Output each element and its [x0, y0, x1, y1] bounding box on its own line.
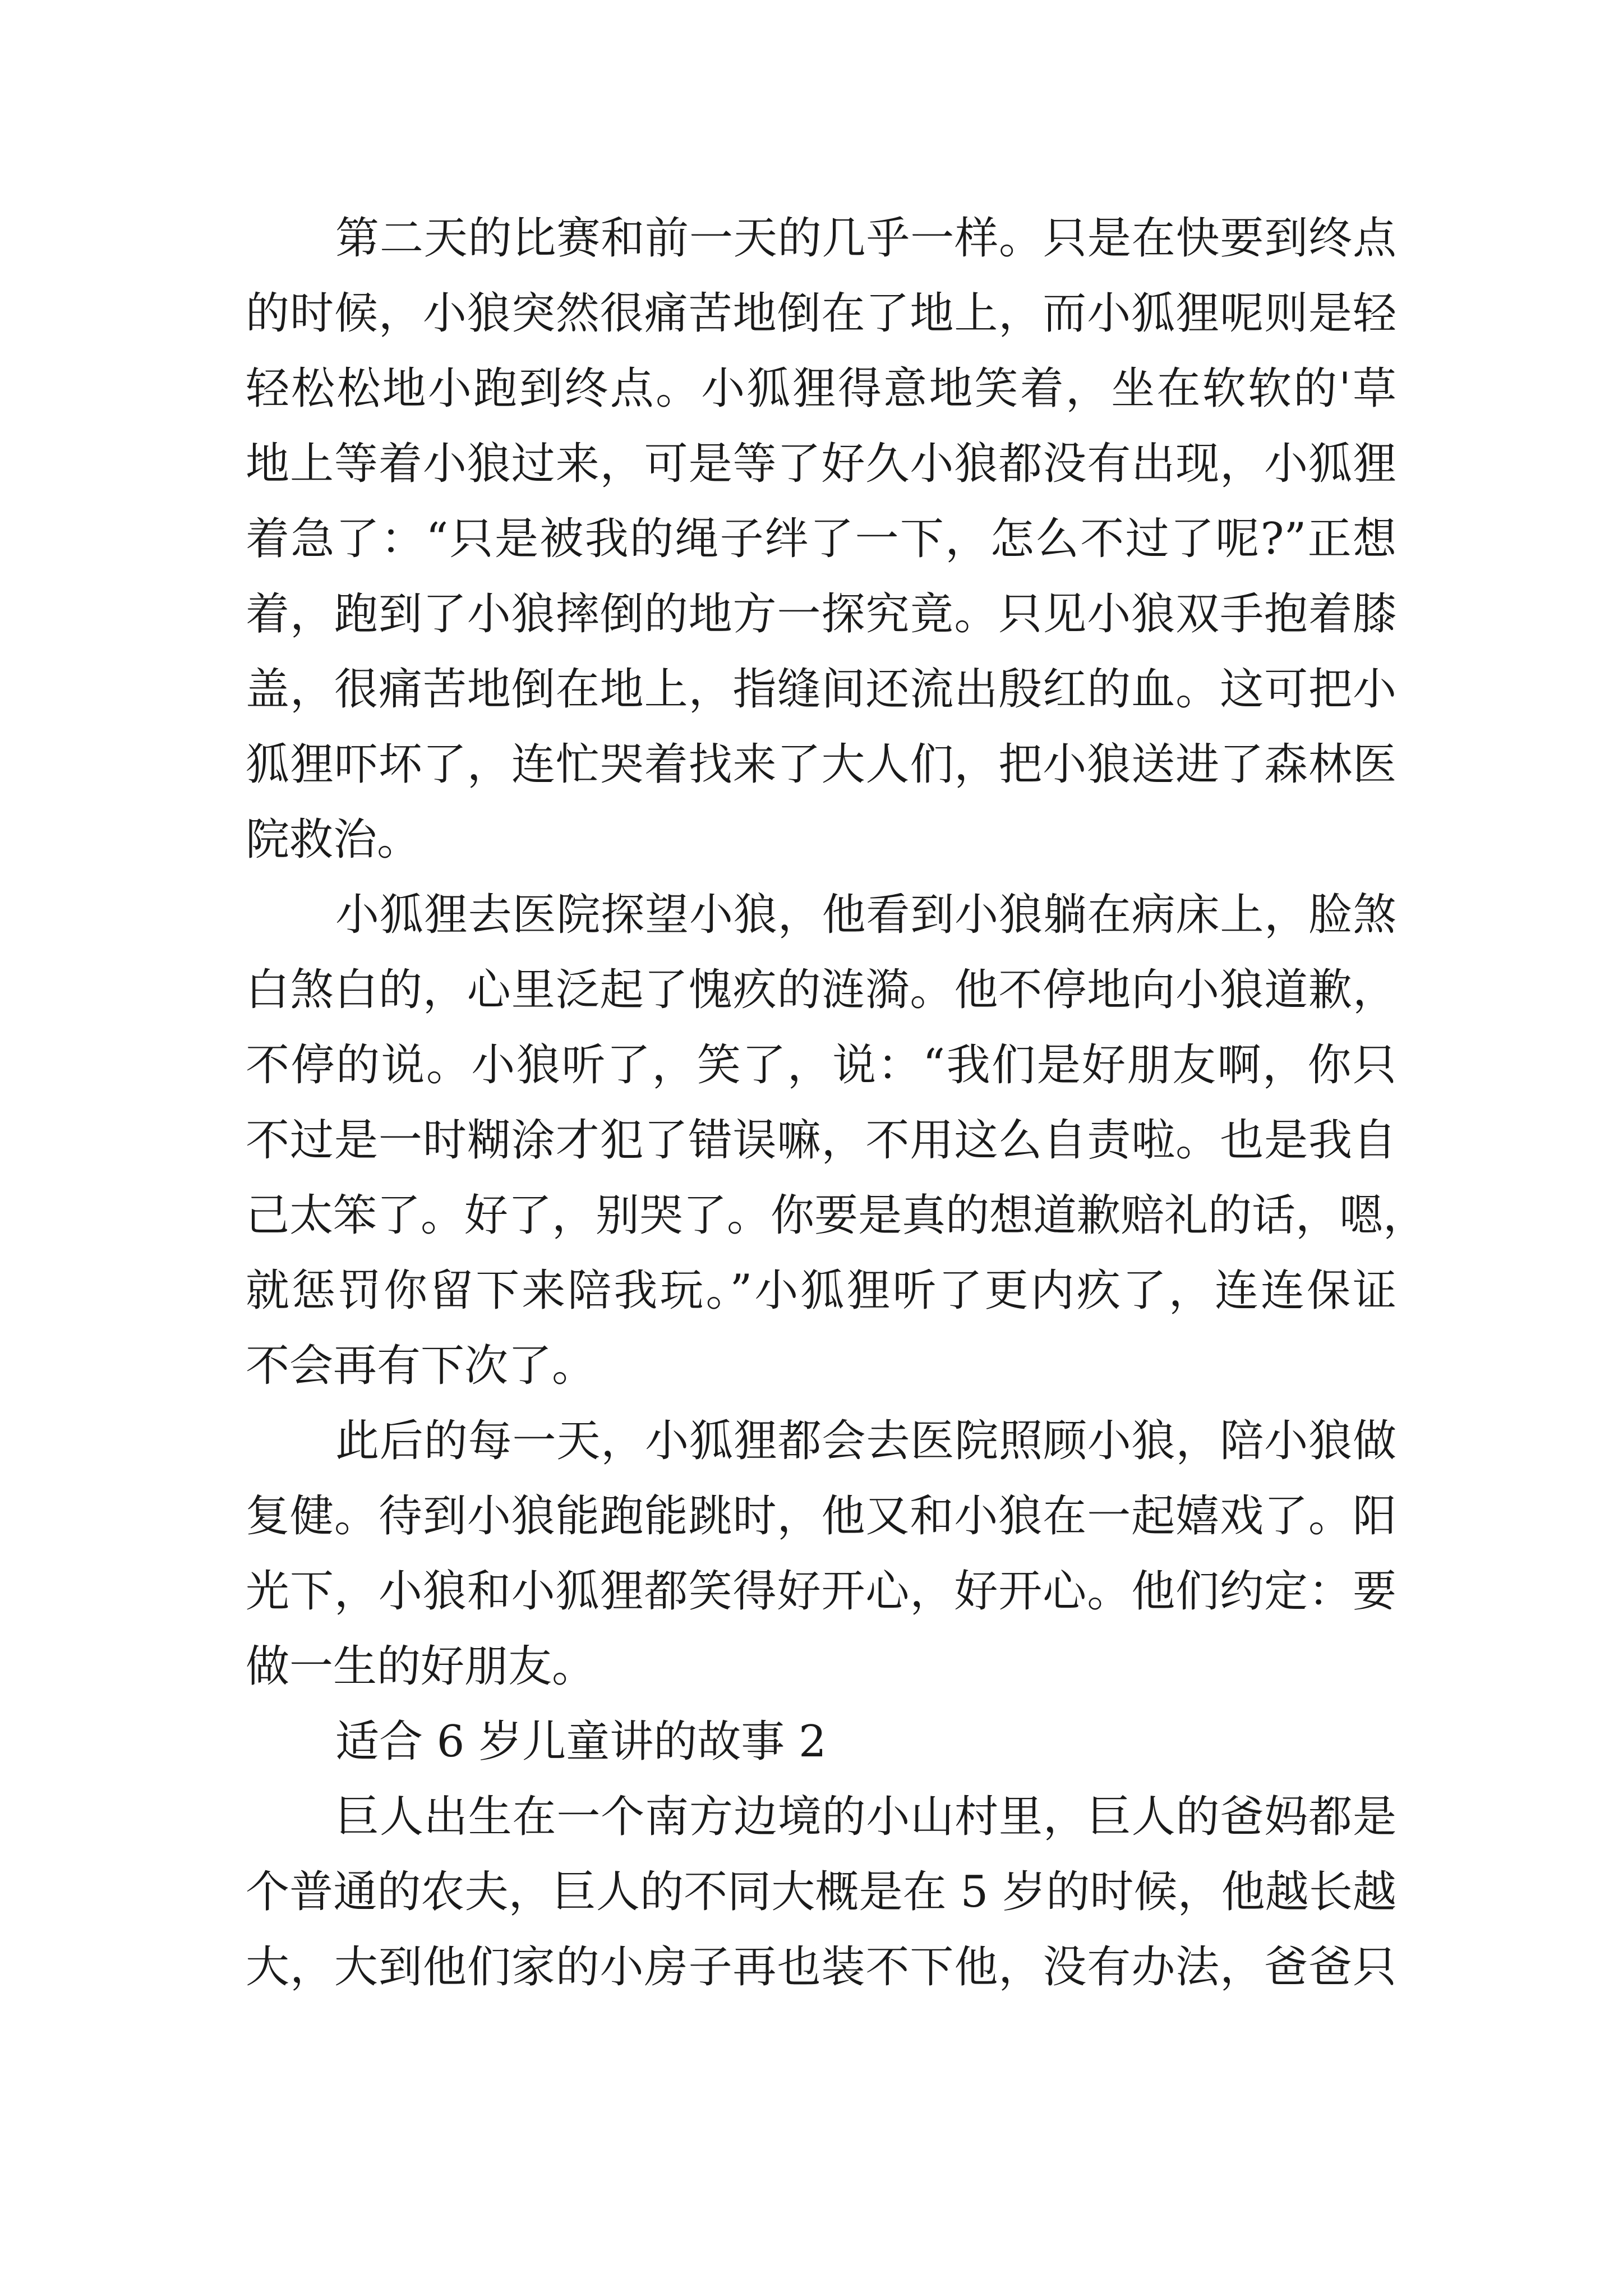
text-line: 着，跑到了小狼摔倒的地方一探究竟。只见小狼双手抱着膝: [246, 589, 1396, 639]
text-line: 不会再有下次了。: [246, 1341, 596, 1391]
text-line: 轻松松地小跑到终点。小狐狸得意地笑着，坐在软软的'草: [246, 364, 1396, 414]
text-line: 光下，小狼和小狐狸都笑得好开心，好开心。他们约定：要: [246, 1566, 1396, 1617]
text-line: 不停的说。小狼听了，笑了，说：“我们是好朋友啊，你只: [246, 1040, 1396, 1091]
text-line: 己太笨了。好了，别哭了。你要是真的想道歉赔礼的话，嗯，: [246, 1190, 1427, 1241]
text-line: 地上等着小狼过来，可是等了好久小狼都没有出现，小狐狸: [246, 439, 1396, 489]
text-line: 就惩罚你留下来陪我玩。”小狐狸听了更内疚了，连连保证: [246, 1266, 1396, 1316]
text-line: 盖，很痛苦地倒在地上，指缝间还流出殷红的血。这可把小: [246, 664, 1396, 715]
story-title: 适合 6 岁儿童讲的故事 2: [335, 1717, 827, 1767]
text-line: 的时候，小狼突然很痛苦地倒在了地上，而小狐狸呢则是轻: [246, 288, 1396, 339]
document-body: [246, 201, 1427, 2005]
text-line: 大，大到他们家的小房子再也装不下他，没有办法，爸爸只: [246, 1942, 1396, 1993]
section-heading: [246, 1704, 1396, 1779]
text-line: 个普通的农夫，巨人的不同大概是在 5 岁的时候，他越长越: [246, 1867, 1396, 1917]
text-line: 院救治。: [246, 815, 421, 865]
paragraph: [246, 201, 1396, 877]
text-line: 复健。待到小狼能跑能跳时，他又和小狼在一起嬉戏了。阳: [246, 1491, 1396, 1542]
paragraph: [246, 1779, 1396, 2005]
paragraph: [246, 877, 1427, 1404]
paragraph: [246, 1404, 1396, 1704]
text-line: 小狐狸去医院探望小狼，他看到小狼躺在病床上，脸煞: [335, 890, 1396, 940]
text-line: 巨人出生在一个南方边境的小山村里，巨人的爸妈都是: [335, 1792, 1396, 1842]
text-line: 白煞白的，心里泛起了愧疚的涟漪。他不停地向小狼道歉，: [246, 965, 1396, 1015]
text-line: 此后的每一天，小狐狸都会去医院照顾小狼，陪小狼做: [335, 1416, 1396, 1466]
text-line: 狐狸吓坏了，连忙哭着找来了大人们，把小狼送进了森林医: [246, 739, 1396, 790]
text-line: 第二天的比赛和前一天的几乎一样。只是在快要到终点: [335, 213, 1396, 264]
text-line: 做一生的好朋友。: [246, 1641, 596, 1692]
text-line: 着急了：“只是被我的绳子绊了一下，怎么不过了呢?”正想: [246, 514, 1396, 564]
text-line: 不过是一时糊涂才犯了错误嘛，不用这么自责啦。也是我自: [246, 1115, 1396, 1166]
